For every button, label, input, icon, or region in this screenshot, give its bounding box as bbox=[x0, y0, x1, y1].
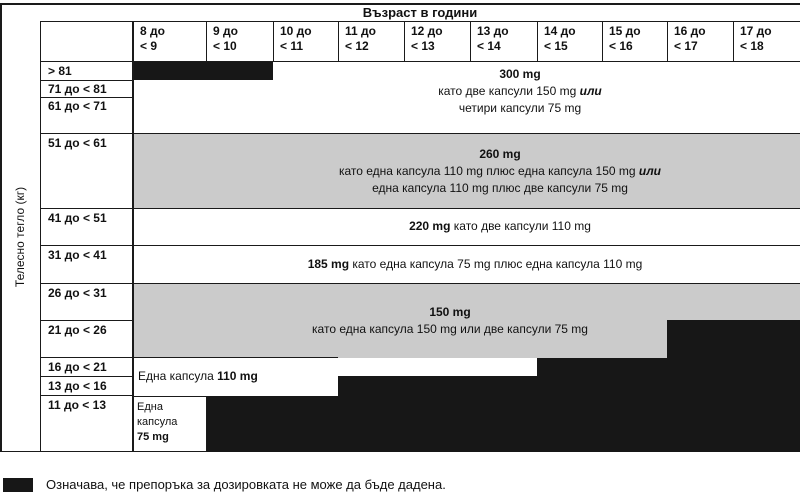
no-recommendation-cell bbox=[338, 376, 800, 396]
no-recommendation-cell bbox=[133, 62, 273, 80]
weight-row-51-61: 51 до < 61 bbox=[48, 136, 107, 150]
age-col-13: 13 до < 14 bbox=[477, 24, 509, 53]
weight-row-61-71: 61 до < 71 bbox=[48, 99, 107, 113]
dose-220-text: 220 mg като две капсули 110 mg bbox=[409, 219, 591, 233]
age-col-8: 8 до < 9 bbox=[140, 24, 165, 53]
weight-row-13-16: 13 до < 16 bbox=[48, 379, 107, 393]
weight-axis-text: Телесно тегло (кг) bbox=[13, 186, 27, 287]
age-col-10: 10 до < 11 bbox=[280, 24, 312, 53]
age-header-title: Възраст в години bbox=[362, 5, 478, 20]
no-recommendation-cell bbox=[206, 396, 800, 452]
weight-row-71-81: 71 до < 81 bbox=[48, 82, 107, 96]
dose-185-text: 185 mg като една капсула 75 mg плюс една капсула 110 mg bbox=[307, 257, 643, 271]
age-col-9: 9 до < 10 bbox=[213, 24, 238, 53]
no-recommendation-cell bbox=[537, 358, 800, 376]
weight-row-16-21: 16 до < 21 bbox=[48, 360, 107, 374]
weight-row-31-41: 31 до < 41 bbox=[48, 248, 107, 262]
dose-75-text: Една капсула 75 mg bbox=[137, 401, 178, 443]
age-col-15: 15 до < 16 bbox=[609, 24, 641, 53]
legend-text: Означава, че препоръка за дозировката не може да бъде дадена. bbox=[46, 477, 446, 492]
dose-150-text: 150 mg като една капсула 150 mg или две капсули 75 mg bbox=[312, 305, 588, 336]
age-col-14: 14 до < 15 bbox=[544, 24, 576, 53]
weight-row-21-26: 21 до < 26 bbox=[48, 323, 107, 337]
age-col-16: 16 до < 17 bbox=[674, 24, 706, 53]
weight-row-26-31: 26 до < 31 bbox=[48, 286, 107, 300]
dose-110-text: Една капсула 110 mg bbox=[138, 369, 258, 383]
dose-260-text: 260 mg като една капсула 110 mg плюс една капсула 150 mg или една капсула 110 mg плюс две капсули 75 mg bbox=[338, 147, 662, 195]
dose-300-text: 300 mg като две капсули 150 mg или четири капсули 75 mg bbox=[438, 67, 602, 115]
weight-row-41-51: 41 до < 51 bbox=[48, 211, 107, 225]
age-col-17: 17 до < 18 bbox=[740, 24, 772, 53]
legend-swatch bbox=[3, 478, 33, 492]
age-col-11: 11 до < 12 bbox=[345, 24, 376, 53]
weight-row-81plus: > 81 bbox=[48, 64, 72, 78]
weight-axis-label bbox=[1, 22, 39, 451]
age-col-12: 12 до < 13 bbox=[411, 24, 443, 53]
weight-row-11-13: 11 до < 13 bbox=[48, 398, 106, 412]
